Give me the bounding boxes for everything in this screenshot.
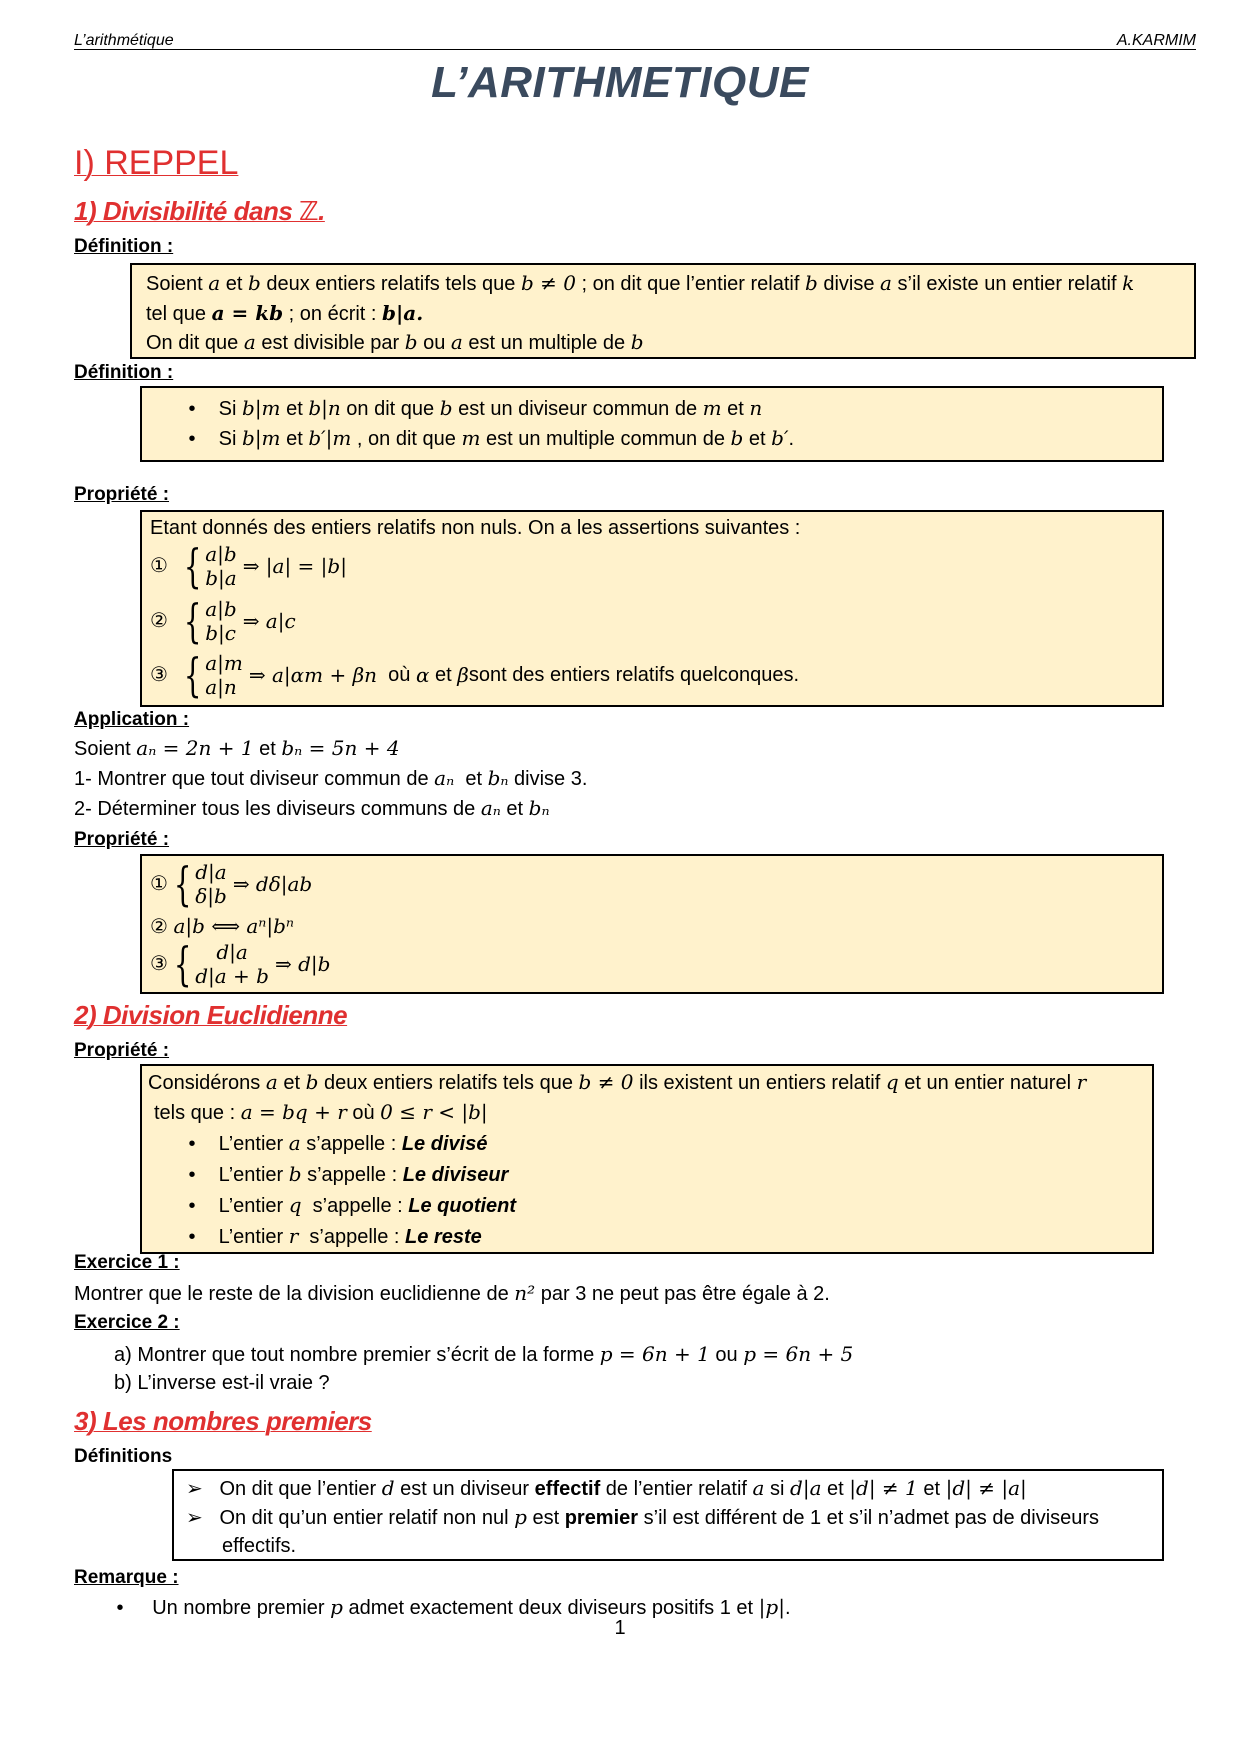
page-number: 1 [614, 1617, 626, 1639]
bullet-icon: • [188, 1226, 196, 1248]
definition-box-2 [140, 386, 1164, 462]
list-item: • L’entier q s’appelle : Le quotient [182, 1190, 516, 1221]
exercice-1-text: Montrer que le reste de la division euclidienne de n² par 3 ne peut pas être égale à 2. [74, 1281, 830, 1305]
remarque-label: Remarque : [74, 1567, 179, 1588]
exercice-2-b: b) L’inverse est-il vraie ? [114, 1372, 330, 1394]
list-item: • Si b|m et b|n on dit que b est un diviseur commun de m et n [182, 393, 762, 424]
bullet-icon: • [188, 1164, 196, 1186]
header-rule [74, 49, 1196, 50]
subsection-divisibilite: 1) Divisibilité dans ℤ. [74, 196, 325, 226]
header-left: L’arithmétique [74, 32, 174, 49]
application-line-1: Soient aₙ = 2n + 1 et bₙ = 5n + 4 [74, 736, 400, 760]
bullet-icon: • [188, 1195, 196, 1217]
propriete-item-1: ① { d|a δ|b ⇒ dδ|ab [150, 857, 313, 911]
section-heading: I) REPPEL [74, 144, 239, 182]
bullet-icon: • [188, 398, 196, 420]
list-item: • L’entier b s’appelle : Le diviseur [182, 1159, 508, 1190]
definition-item-2: ➢ On dit qu’un entier relatif non nul p est premier s’il est différent de 1 et s’il n’admet pas de diviseurs [186, 1505, 1100, 1529]
assertion-2: ② { a|b b|c ⇒ a|c [150, 594, 296, 648]
application-line-3: 2- Déterminer tous les diviseurs communs de aₙ et bₙ [74, 796, 550, 820]
bullet-icon: • [116, 1597, 124, 1619]
definition-line: On dit que a est divisible par b ou a est un multiple de b [146, 330, 644, 354]
propriete-intro: Etant donnés des entiers relatifs non nuls. On a les assertions suivantes : [150, 517, 801, 539]
definition-item-2-cont: effectifs. [222, 1535, 297, 1557]
definition-item-1: ➢ On dit que l’entier d est un diviseur effectif de l’entier relatif a si d|a et |d| ≠ 1 et |d| ≠ |a| [186, 1476, 1027, 1500]
propriete-label: Propriété : [74, 829, 170, 850]
exercice-1-label: Exercice 1 : [74, 1252, 180, 1273]
exercice-2-label: Exercice 2 : [74, 1312, 180, 1333]
propriete-line: tels que : a = bq + r où 0 ≤ r < |b| [154, 1100, 488, 1124]
arrow-bullet-icon: ➢ [186, 1478, 203, 1500]
propriete-box-1 [140, 510, 1164, 707]
definition-label: Définition : [74, 362, 174, 383]
definitions-box [172, 1469, 1164, 1561]
list-item: • Si b|m et b′|m , on dit que m est un multiple commun de b et b′. [182, 423, 794, 454]
bullet-icon: • [188, 1133, 196, 1155]
definition-label: Définition : [74, 236, 174, 257]
definitions-label: Définitions [74, 1446, 173, 1467]
propriete-line: Considérons a et b deux entiers relatifs tels que b ≠ 0 ils existent un entiers relatif q et un entier naturel r [148, 1070, 1087, 1094]
remarque-item: • Un nombre premier p admet exactement deux diviseurs positifs 1 et |p|. [110, 1592, 791, 1623]
propriete-label: Propriété : [74, 1040, 170, 1061]
propriete-box-3 [140, 1064, 1154, 1254]
assertion-1: ① { a|b b|a ⇒ |a| = |b| [150, 539, 347, 593]
list-item: • L’entier r s’appelle : Le reste [182, 1221, 482, 1252]
definition-box-1 [130, 263, 1196, 359]
propriete-item-3: ③ { d|a d|a + b ⇒ d|b [150, 937, 331, 991]
header-right: A.KARMIM [1116, 32, 1196, 49]
application-label: Application : [74, 709, 190, 730]
exercice-2-a: a) Montrer que tout nombre premier s’écrit de la forme p = 6n + 1 ou p = 6n + 5 [114, 1342, 854, 1366]
assertion-3: ③ { a|m a|n ⇒ a|αm + βn où α et β sont des entiers relatifs quelconques. [150, 648, 800, 702]
definition-line: tel que a = kb ; on écrit : b|a. [146, 301, 424, 325]
bullet-icon: • [188, 428, 196, 450]
definition-line: Soient a et b deux entiers relatifs tels que b ≠ 0 ; on dit que l’entier relatif b divise a s’il existe un entier relatif k [146, 271, 1135, 295]
page-title: L’ARITHMETIQUE [431, 58, 809, 107]
list-item: • L’entier a s’appelle : Le divisé [182, 1128, 487, 1159]
propriete-box-2 [140, 854, 1164, 994]
propriete-item-2: ② a|b ⟺ aⁿ|bⁿ [150, 914, 295, 938]
subsection-division: 2) Division Euclidienne [74, 1000, 348, 1030]
arrow-bullet-icon: ➢ [186, 1507, 203, 1529]
propriete-label: Propriété : [74, 484, 170, 505]
subsection-premiers: 3) Les nombres premiers [74, 1406, 372, 1436]
application-line-2: 1- Montrer que tout diviseur commun de aₙ et bₙ divise 3. [74, 766, 588, 790]
